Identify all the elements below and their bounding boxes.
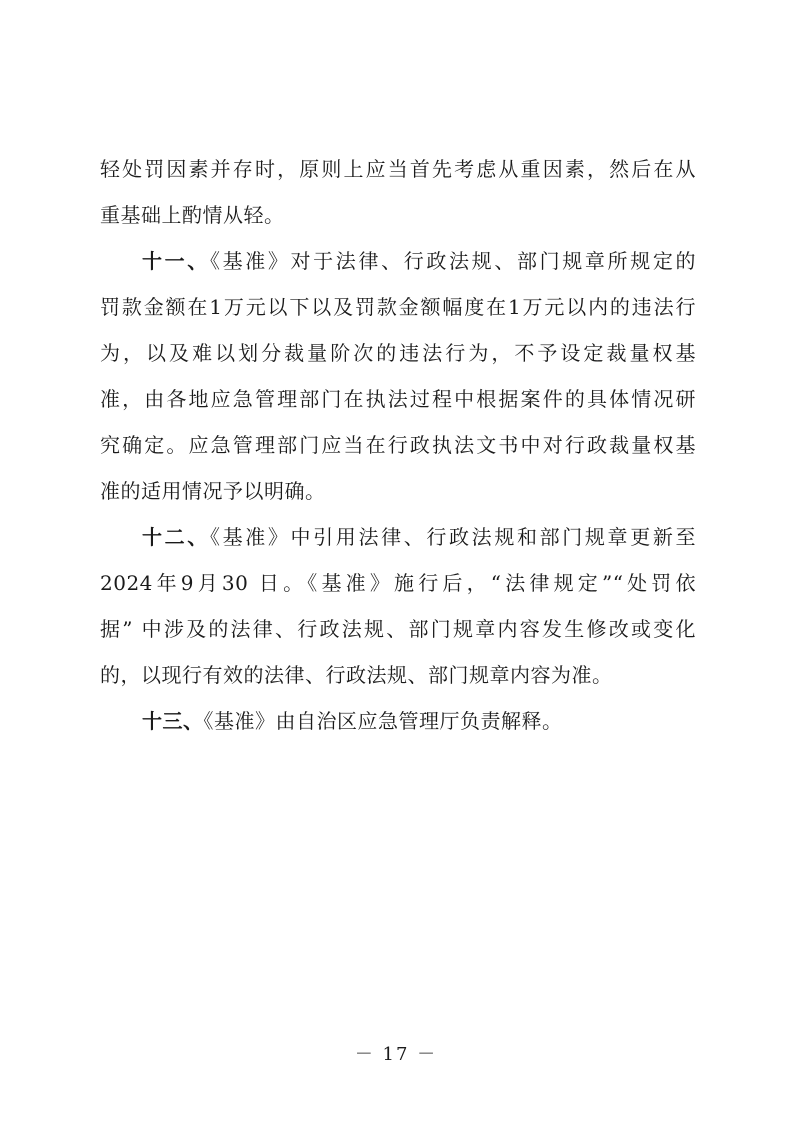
text-line: 准的适用情况予以明确。 [100, 479, 326, 503]
text-line: 据” 中涉及的法律、行政法规、部门规章内容发生修改或变化 [100, 617, 696, 641]
text-line: 为，以及难以划分裁量阶次的违法行为，不予设定裁量权基 [100, 341, 696, 365]
item-number: 十三、 [142, 709, 204, 733]
text-span: 《基准》由自治区应急管理厅负责解释。 [203, 709, 563, 733]
text-line: 究确定。应急管理部门应当在行政执法文书中对行政裁量权基 [100, 433, 696, 457]
text-line: 轻处罚因素并存时，原则上应当首先考虑从重因素，然后在从 [100, 157, 696, 181]
text-span: 《基准》中引用法律、行政法规和部门规章更新至 [209, 525, 696, 549]
text-line: 2024年9月30 日。《基准》施行后，“法律规定”“处罚依 [100, 571, 696, 595]
paragraph-12-first-line [100, 515, 696, 559]
paragraph-11-first-line [100, 239, 696, 283]
text-span: 《基准》对于法律、行政法规、部门规章所规定的 [209, 249, 696, 273]
item-number: 十二、 [142, 525, 210, 549]
text-line: 罚款金额在1万元以下以及罚款金额幅度在1万元以内的违法行 [100, 295, 696, 319]
text-line: 重基础上酌情从轻。 [100, 203, 285, 227]
text-line: 的，以现行有效的法律、行政法规、部门规章内容为准。 [100, 663, 613, 687]
text-line: 准，由各地应急管理部门在执法过程中根据案件的具体情况研 [100, 387, 696, 411]
page-number: － 17 － [354, 1044, 438, 1065]
paragraph-13-first-line [100, 699, 696, 743]
body-text [100, 147, 696, 745]
item-number: 十一、 [142, 249, 210, 273]
